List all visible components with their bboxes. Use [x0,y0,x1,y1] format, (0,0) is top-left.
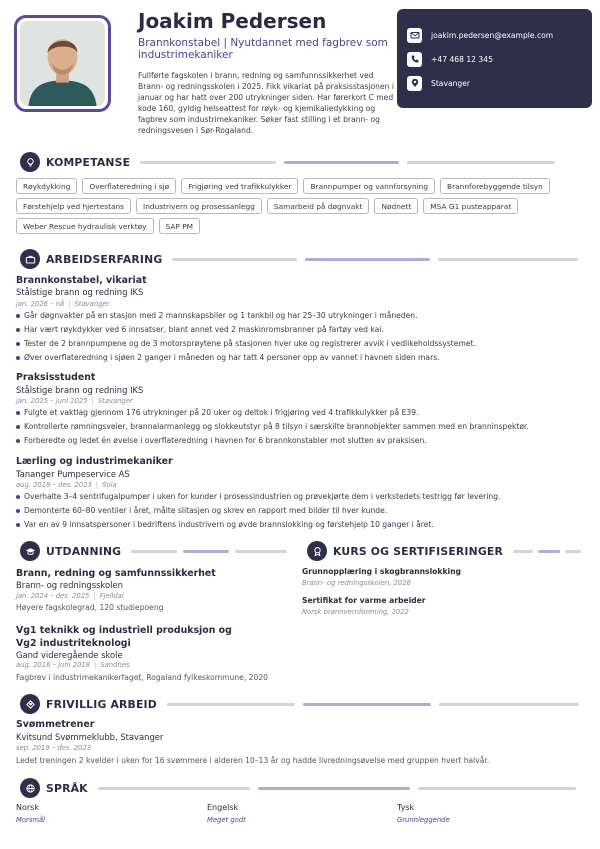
section-title-education: UTDANNING [46,544,122,558]
phone-icon [407,52,422,67]
language-name: Engelsk [207,803,239,812]
skill-tag: SAP PM [159,218,201,234]
lightbulb-icon [20,152,40,172]
section-header-education [20,540,286,562]
job-meta: jan. 2026 – nå | Stavanger [16,300,110,308]
profile-photo-frame [14,15,111,112]
job-bullet: Går døgnvakter på en stasjon med 2 mannskapsbiler og 1 tankbil og har 25–30 utrykninger i måneden. [16,309,586,323]
section-title-languages: SPRÅK [46,781,88,795]
education-meta: jan. 2024 – des. 2025 | Fjelldal [16,592,124,600]
section-rule [167,703,580,706]
profile-photo-illustration [20,21,105,106]
course-title: Grunnopplæring i skogbrannslokking [302,567,461,576]
section-rule [513,550,580,553]
job-title: Lærling og industrimekaniker [16,456,173,467]
course-meta: Brann- og redningsskolen, 2026 [302,579,411,587]
skill-tag: Brannpumper og vannforsyning [303,178,435,194]
section-title-skills: KOMPETANSE [46,155,131,169]
job-bullet: Kontrollerte rømningsveier, brannalarmanlegg og slokkeutstyr på 8 tilsyn i særskilte brannobjekter sammen med en branninspektør. [16,420,586,434]
skill-tag: Weber Rescue hydraulisk verktøy [16,218,154,234]
contact-email: joakim.pedersen@example.com [431,30,554,40]
skill-tag: Nødnett [374,198,418,214]
job-bullet: Forberedte og ledet én øvelse i overflateredning i havnen for 6 brannkonstabler mot slutten av praksisen. [16,434,586,448]
job-location: Stavanger [97,397,133,405]
skill-tag: Industrivern og prosessanlegg [136,198,262,214]
job-employer: Tananger Pumpeservice AS [16,469,130,479]
candidate-headline: Brannkonstabel | Nyutdannet med fagbrev som industrimekaniker [138,37,388,61]
briefcase-icon [20,249,40,269]
skill-tag: Samarbeid på døgnvakt [267,198,370,214]
contact-phone-row[interactable] [407,47,582,71]
contact-location: Stavanger [431,78,471,88]
skill-tag: Førstehjelp ved hjertestans [16,198,131,214]
section-header-courses [307,540,580,562]
volunteer-org: Kvitsund Svømmeklubb, Stavanger [16,732,164,742]
job-title: Brannkonstabel, vikariat [16,275,147,286]
education-school: Gand videregående skole [16,650,123,660]
job-bullets [16,490,586,532]
job-title: Praksisstudent [16,372,96,383]
contact-panel [397,9,592,108]
education-school: Brann- og redningsskolen [16,580,123,590]
section-header-volunteer [20,693,580,715]
education-title: Vg1 teknikk og industriell produksjon og Vg2 industriteknologi [16,625,232,649]
job-bullet: Fulgte et vaktlag gjennom 176 utrykninger på 20 uker og deltok i frigjøring ved 4 trafikkulykker på E39. [16,406,586,420]
profile-photo [20,21,105,106]
skill-tag: MSA G1 pusteapparat [423,198,518,214]
course-meta: Norsk brannvernforening, 2022 [302,608,409,616]
job-bullet: Øver overflateredning i sjøen 2 ganger i måneden og har tatt 4 personer opp av vannet i havnen siden mars. [16,351,586,365]
job-dates: jan. 2026 – nå [16,300,65,308]
language-level: Morsmål [16,816,46,824]
section-title-courses: KURS OG SERTIFISERINGER [333,544,504,558]
skill-tag: Frigjøring ved trafikkulykker [181,178,298,194]
volunteer-description: Ledet treningen 2 kvelder i uken for 16 svømmere i alderen 10–13 år og hadde livredningsøvelse med gruppen hvert halvår. [16,756,490,765]
volunteer-dates: sep. 2019 – des. 2023 [16,744,92,752]
job-bullets [16,406,586,448]
profile-summary: Fullførte fagskolen i brann, redning og samfunnssikkerhet ved Brann- og redningsskolen i 2025. Fikk vikariat på praksisstasjonen i januar og har hatt over 200 utrykninger siden. Har førerkort C med kode 160, gyldig helseattest for røyk- og kjemikaliedykking og fagbrev som industrimekaniker. Søker fast stilling i et brann- og redningsvesen i Sør-Rogaland. [138,71,394,135]
skill-tag: Overflateredning i sjø [82,178,176,194]
job-meta: jan. 2025 – juni 2025 | Stavanger [16,397,133,405]
contact-phone: +47 468 12 345 [431,54,493,64]
job-location: Sola [102,481,117,489]
graduation-cap-icon [20,541,40,561]
education-meta: aug. 2016 – juni 2018 | Sandnes [16,661,130,669]
job-bullet: Var en av 9 innsatspersoner i bedriftens industrivern og øvde brannslokking og førstehjelp 10 ganger i året. [16,518,586,532]
job-bullet: Demonterte 60–80 ventiler i året, målte slitasjen og skrev en rapport med bilder til hver kunde. [16,504,586,518]
heart-hand-icon [20,694,40,714]
language-name: Tysk [397,803,415,812]
job-employer: Stålstige brann og redning IKS [16,385,144,395]
language-name: Norsk [16,803,39,812]
job-bullets [16,309,586,365]
education-location: Sandnes [100,661,130,669]
email-icon [407,28,422,43]
education-location: Fjelldal [99,592,124,600]
award-icon [307,541,327,561]
job-dates: jan. 2025 – juni 2025 [16,397,88,405]
education-note: Fagbrev i industrimekanikerfaget, Rogaland fylkeskommune, 2020 [16,673,268,682]
job-dates: aug. 2018 – des. 2023 [16,481,92,489]
section-rule [131,550,286,553]
job-employer: Stålstige brann og redning IKS [16,287,144,297]
language-level: Meget godt [207,816,246,824]
globe-icon [20,778,40,798]
education-note: Høyere fagskolegrad, 120 studiepoeng [16,603,164,612]
job-bullet: Tester de 2 brannpumpene og de 3 motorsprøytene på stasjonen hver uke og registrerer avvik i vedlikeholdssystemet. [16,337,586,351]
section-header-experience [20,248,580,270]
section-header-languages [20,777,580,799]
section-header-skills [20,151,580,173]
job-bullet: Har vært røykdykker ved 6 innsatser, blant annet ved 2 maskinromsbranner på fartøy ved kai. [16,323,586,337]
section-rule [140,161,580,164]
skills-list [16,178,586,238]
section-rule [98,787,580,790]
course-title: Sertifikat for varme arbeider [302,596,426,605]
location-icon [407,76,422,91]
education-dates: aug. 2016 – juni 2018 [16,661,90,669]
section-title-experience: ARBEIDSERFARING [46,252,163,266]
education-title: Brann, redning og samfunnssikkerhet [16,568,216,579]
contact-location-row [407,71,582,95]
job-meta: aug. 2018 – des. 2023 | Sola [16,481,117,489]
job-location: Stavanger [74,300,110,308]
section-title-volunteer: FRIVILLIG ARBEID [46,697,157,711]
skill-tag: Brannforebyggende tilsyn [440,178,550,194]
volunteer-title: Svømmetrener [16,719,95,730]
job-bullet: Overhalte 3–4 sentrifugalpumper i uken for kunder i prosessindustrien og prøvekjørte dem i verkstedets testrigg før levering. [16,490,586,504]
skill-tag: Røykdykking [16,178,77,194]
education-dates: jan. 2024 – des. 2025 [16,592,90,600]
section-rule [172,258,580,261]
language-level: Grunnleggende [397,816,450,824]
contact-email-row[interactable] [407,23,582,47]
candidate-name: Joakim Pedersen [138,9,327,33]
